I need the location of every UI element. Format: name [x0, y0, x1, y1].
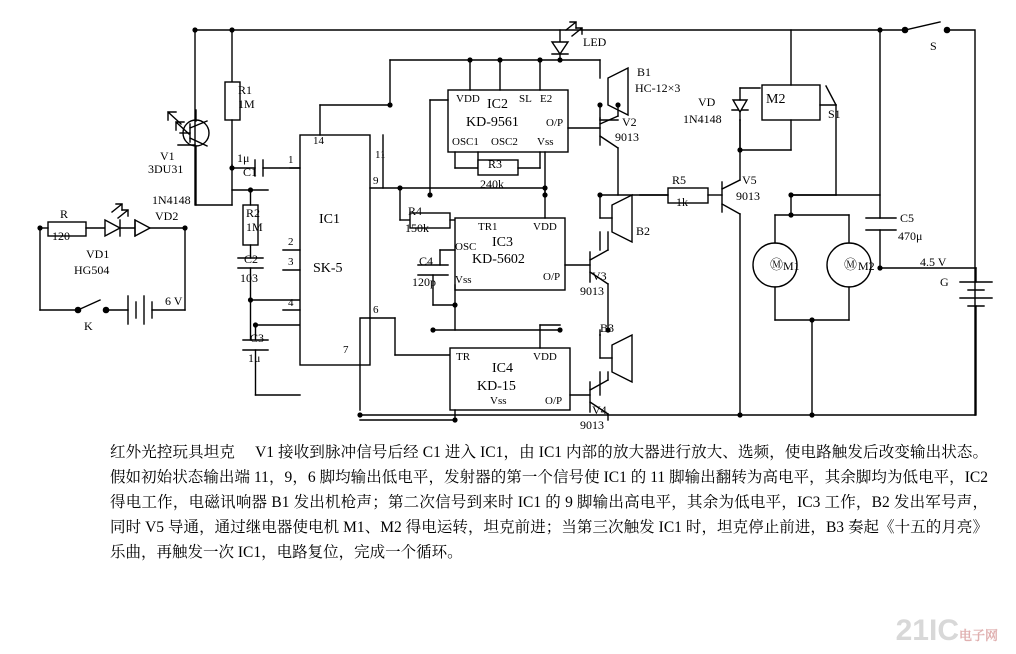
label-V3: V3: [592, 269, 607, 283]
label-VD: VD: [698, 95, 716, 109]
label-V4: V4: [592, 403, 607, 417]
caption-heading: 红外光控玩具坦克: [110, 444, 236, 461]
label-C1-ref: C1: [243, 165, 258, 179]
label-VD2-value: HG504: [74, 263, 110, 277]
label-R2-value: 1M: [246, 220, 263, 234]
label-G-value: 4.5 V: [920, 255, 947, 269]
pin-IC4-OP: O/P: [545, 395, 563, 407]
label-C4-value: 120p: [412, 275, 436, 289]
pin-IC2-Vss: Vss: [537, 136, 554, 148]
pin-IC1-3: 3: [288, 256, 294, 268]
pin-IC1-11: 11: [375, 149, 386, 161]
label-IC4: IC4: [492, 361, 513, 376]
label-V5-value: 9013: [736, 189, 760, 203]
label-B1-value: HC-12×3: [635, 81, 681, 95]
pin-IC1-14: 14: [313, 135, 324, 147]
label-G: G: [940, 275, 949, 289]
label-R4: R4: [408, 204, 423, 218]
pin-IC1-7: 7: [343, 344, 349, 356]
label-HG504: 1N4148: [152, 193, 191, 207]
pin-IC4-TR: TR: [456, 351, 471, 363]
label-VD1: VD2: [155, 209, 179, 223]
pin-IC4-Vss: Vss: [490, 395, 507, 407]
label-V3-value: 9013: [580, 284, 604, 298]
pin-IC3-VDD: VDD: [533, 221, 557, 233]
pin-IC3-Vss: Vss: [455, 274, 472, 286]
label-C1: 1μ: [237, 151, 250, 165]
pin-IC2-OSC2: OSC2: [491, 136, 518, 148]
motor-M2-glyph: Ⓜ: [844, 257, 858, 272]
label-M1: M1: [783, 259, 800, 273]
pin-IC2-SL: SL: [519, 93, 532, 105]
label-V2: V2: [622, 115, 637, 129]
label-C3: C3: [250, 331, 265, 345]
pin-IC3-OP: O/P: [543, 271, 561, 283]
label-V1-value: 3DU31: [148, 162, 184, 176]
pin-IC1-1: 1: [288, 154, 294, 166]
label-IC3: IC3: [492, 235, 513, 250]
label-V5: V5: [742, 173, 757, 187]
label-S: S: [930, 39, 937, 53]
label-R3-value: 240k: [480, 177, 504, 191]
label-R4-value: 150k: [405, 221, 429, 235]
caption-body: V1 接收到脉冲信号后经 C1 进入 IC1，由 IC1 内部的放大器进行放大、选频，使电路触发后改变输出状态。假如初始状态输出端 11，9，6 脚均输出低电平，发射器的第一个信号使 IC1 的 11 脚输出翻转为高电平，其余脚均为低电平，IC2 得电工作，电磁讯响器 B1 发出机枪声；第二次信号到来时 IC1 的 9 脚输出高电平，其余为低电平，IC3 工作，B2 发出军号声，同时 V5 导通，通过继电器使电机 M1、M2 得电运转，坦克前进；当第三次触发 IC1 时，坦克停止前进，B3 奏起《十五的月亮》乐曲，再触发一次 IC1，电路复位，完成一个循环。: [110, 444, 988, 562]
caption-paragraph: [0, 440, 1016, 566]
label-IC3-part: KD-5602: [472, 252, 525, 267]
label-B1: B1: [637, 65, 652, 79]
label-V4-value: 9013: [580, 418, 604, 432]
pin-IC3-TR1: TR1: [478, 221, 498, 233]
watermark: 21IC电子网: [895, 614, 998, 647]
label-KS1: M2: [766, 92, 786, 107]
label-R2: R2: [246, 206, 261, 220]
label-C5: C5: [900, 211, 915, 225]
label-M2: M2: [858, 259, 875, 273]
label-B3: B3: [600, 321, 615, 335]
label-C3-value: 1μ: [248, 351, 261, 365]
label-R: R: [60, 207, 69, 221]
pin-IC2-VDD: VDD: [456, 93, 480, 105]
label-IC1: IC1: [319, 212, 340, 227]
pin-IC1-2: 2: [288, 236, 294, 248]
pin-IC1-6: 6: [373, 304, 379, 316]
pin-IC1-4: 4: [288, 297, 294, 309]
label-C2: C2: [244, 252, 259, 266]
label-C5-value: 470μ: [898, 229, 923, 243]
pin-IC1-9: 9: [373, 175, 379, 187]
label-R1-value: 1M: [238, 97, 255, 111]
pin-IC4-VDD: VDD: [533, 351, 557, 363]
label-IC1-part: SK-5: [313, 261, 343, 276]
motor-M1-glyph: Ⓜ: [770, 257, 784, 272]
label-V1: V1: [160, 149, 175, 163]
label-IC4-part: KD-15: [477, 379, 516, 394]
label-R1: R1: [238, 83, 253, 97]
pin-IC2-OP: O/P: [546, 117, 564, 129]
label-R5: R5: [672, 173, 687, 187]
label-VD-value: 1N4148: [683, 112, 722, 126]
label-LED: LED: [583, 35, 607, 49]
label-IC2-part: KD-9561: [466, 115, 519, 130]
label-VD2: VD1: [86, 247, 110, 261]
label-IC2: IC2: [487, 97, 508, 112]
label-battery-left: 6 V: [165, 294, 183, 308]
label-C2-value: 103: [240, 271, 258, 285]
label-R-value: 120: [52, 229, 70, 243]
pin-IC2-OSC1: OSC1: [452, 136, 479, 148]
label-V2-value: 9013: [615, 130, 639, 144]
pin-IC2-E2: E2: [540, 93, 553, 105]
label-R5-value: 1k: [676, 195, 688, 209]
label-S1: S1: [828, 107, 841, 121]
label-R3: R3: [488, 157, 503, 171]
label-C4: C4: [419, 254, 434, 268]
label-K: K: [84, 319, 93, 333]
pin-IC3-OSC: OSC: [455, 241, 477, 253]
label-B2: B2: [636, 224, 651, 238]
caption-block: [0, 440, 1016, 654]
